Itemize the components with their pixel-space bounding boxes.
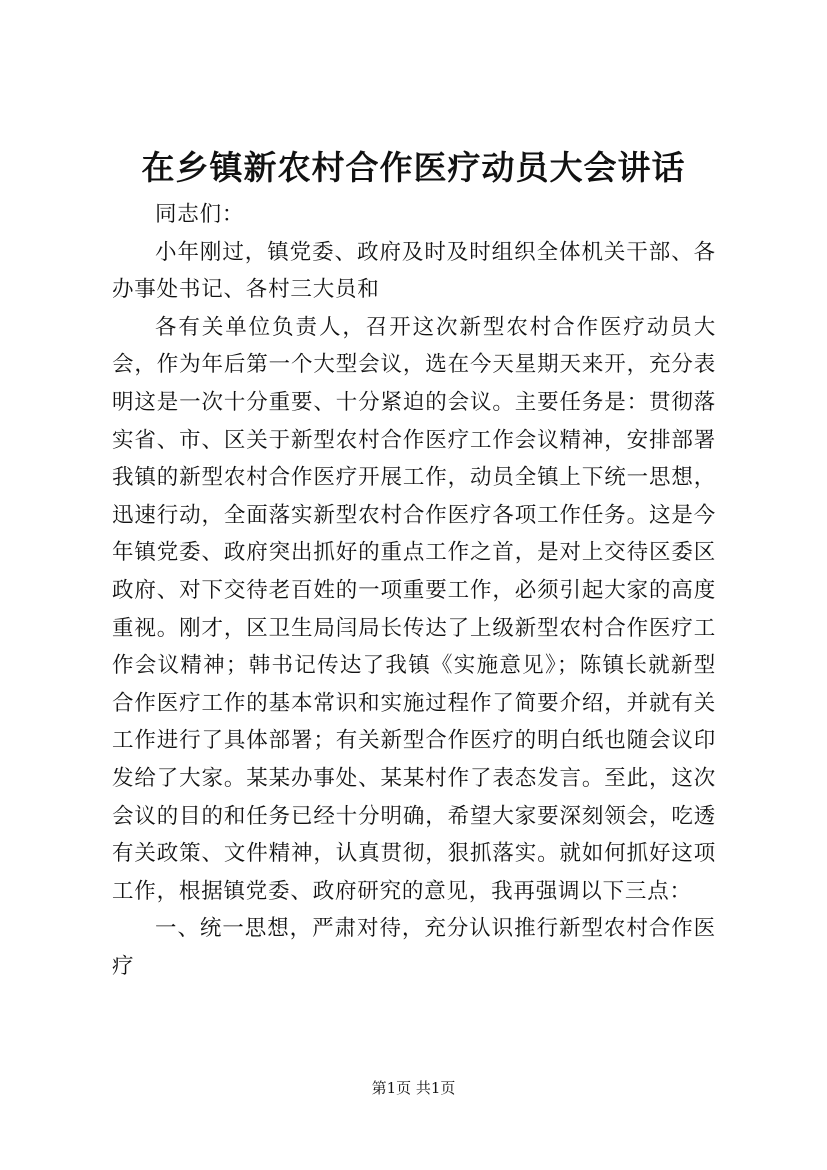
document-title: 在乡镇新农村合作医疗动员大会讲话 [141,148,686,187]
page-number-footer: 第1页 共1页 [371,1079,456,1097]
paragraph-greeting: 同志们： [155,202,245,227]
paragraph-1: 小年刚过，镇党委、政府及时及时组织全体机关干部、各办事处书记、各村三大员和 [112,239,716,303]
paragraph-2: 各有关单位负责人，召开这次新型农村合作医疗动员大会，作为年后第一个大型会议，选在今天星期天来开，充分表明这是一次十分重要、十分紧迫的会议。主要任务是：贯彻落实省、市、区关于新型农村合作医疗工作会议精神，安排部署我镇的新型农村合作医疗开展工作，动员全镇上下统一思想，迅速行动，全面落实新型农村合作医疗各项工作任务。这是今年镇党委、政府突出抓好的重点工作之首，是对上交待区委区政府、对下交待老百姓的一项重要工作，必须引起大家的高度重视。刚才，区卫生局闫局长传达了上级新型农村合作医疗工作会议精神；韩书记传达了我镇《实施意见》；陈镇长就新型合作医疗工作的基本常识和实施过程作了简要介绍，并就有关工作进行了具体部署；有关新型合作医疗的明白纸也随会议印发给了大家。某某办事处、某某村作了表态发言。至此，这次会议的目的和任务已经十分明确，希望大家要深刻领会，吃透有关政策、文件精神，认真贯彻，狠抓落实。就如何抓好这项工作，根据镇党委、政府研究的意见，我再强调以下三点： [112,314,716,904]
document-body [112,196,716,985]
paragraph-3: 一、统一思想，严肃对待，充分认识推行新型农村合作医疗 [112,916,716,979]
